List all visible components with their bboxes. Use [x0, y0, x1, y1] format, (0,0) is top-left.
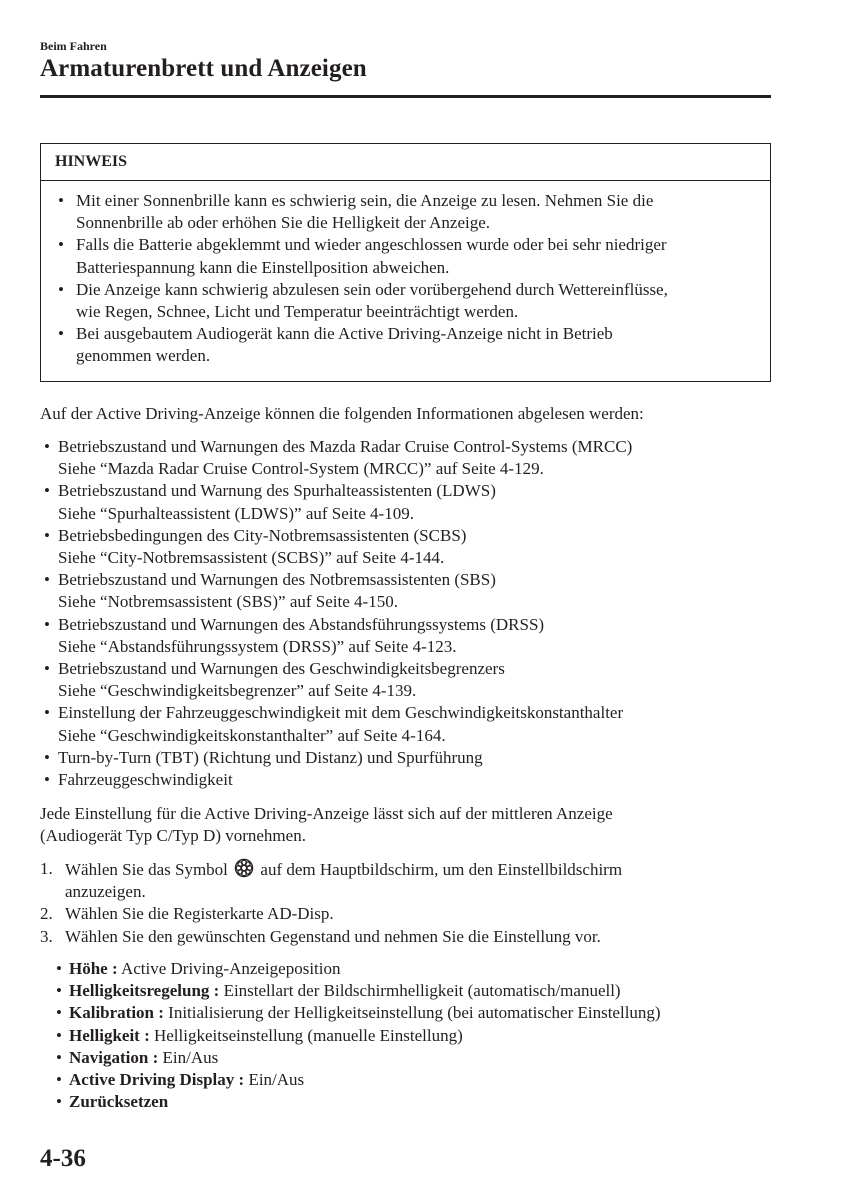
setting-description: Active Driving-Anzeigeposition [120, 959, 341, 978]
setting-label: Zurücksetzen [69, 1092, 169, 1112]
page-title: Armaturenbrett und Anzeigen [40, 55, 367, 82]
bullet: • [56, 981, 62, 1001]
setting-item [56, 1091, 661, 1113]
setting-label: Höhe : [69, 959, 118, 978]
step-number: 1. [40, 859, 53, 878]
bullet: • [44, 481, 50, 501]
bullet: • [44, 614, 50, 634]
note-item [41, 234, 770, 278]
note-box [40, 143, 771, 382]
bullet: • [58, 279, 64, 299]
info-item [40, 702, 632, 746]
paragraph-line: Jede Einstellung für die Active Driving-Anzeige lässt sich auf der mittleren Anzeige [40, 804, 613, 823]
page-number: 4-36 [40, 1145, 86, 1172]
info-line: Einstellung der Fahrzeuggeschwindigkeit mit dem Geschwindigkeitskonstanthalter [58, 703, 624, 723]
bullet: • [56, 1003, 62, 1023]
setting-description: Einstellart der Bildschirmhelligkeit (automatisch/manuell) [223, 981, 621, 1001]
setting-description: Helligkeitseinstellung (manuelle Einstellung) [153, 1025, 463, 1045]
setting-item [56, 1025, 661, 1047]
step-item [40, 858, 622, 903]
info-line: Betriebszustand und Warnung des Spurhalteassistenten (LDWS) [58, 481, 496, 501]
step-number: 3. [40, 926, 53, 946]
note-line: wie Regen, Schnee, Licht und Temperatur beeinträchtigt werden. [76, 302, 519, 322]
bullet: • [44, 659, 50, 679]
bullet: • [58, 324, 64, 344]
info-line: Betriebszustand und Warnungen des Notbremsassistenten (SBS) [58, 570, 496, 590]
bullet: • [56, 959, 62, 978]
setting-description: Ein/Aus [248, 1070, 305, 1090]
note-line: genommen werden. [76, 346, 211, 366]
settings-paragraph [40, 803, 613, 847]
page-reference: Siehe “City-Notbremsassistent (SCBS)” auf Seite 4-144. [58, 548, 445, 568]
page-reference: Siehe “Mazda Radar Cruise Control-System (MRCC)” auf Seite 4-129. [58, 459, 544, 479]
note-line: Bei ausgebautem Audiogerät kann die Active Driving-Anzeige nicht in Betrieb [76, 324, 613, 344]
note-line: Mit einer Sonnenbrille kann es schwierig sein, die Anzeige zu lesen. Nehmen Sie die [76, 191, 654, 210]
note-item [41, 190, 770, 234]
setting-label: Helligkeit : [69, 1025, 150, 1045]
note-list [41, 190, 770, 368]
info-item [40, 658, 632, 702]
step-text: Wählen Sie das Symbol [65, 860, 228, 879]
bullet: • [44, 770, 50, 790]
info-item [40, 480, 632, 524]
bullet: • [56, 1092, 62, 1112]
step-item [40, 926, 622, 948]
setting-description: Initialisierung der Helligkeitseinstellung (bei automatischer Einstellung) [168, 1003, 661, 1023]
bullet: • [44, 703, 50, 723]
bullet: • [56, 1025, 62, 1045]
gear-icon [234, 858, 254, 878]
step-item [40, 903, 622, 925]
step-number: 2. [40, 904, 53, 924]
note-line: Die Anzeige kann schwierig abzulesen sein oder vorübergehend durch Wettereinflüsse, [76, 279, 668, 299]
info-item [40, 525, 632, 569]
setting-item [56, 958, 661, 980]
page-reference: Siehe “Geschwindigkeitsbegrenzer” auf Seite 4-139. [58, 681, 417, 701]
note-item [41, 279, 770, 323]
bullet: • [56, 1070, 62, 1090]
step-text: Wählen Sie den gewünschten Gegenstand und nehmen Sie die Einstellung vor. [65, 926, 601, 946]
steps-list [40, 858, 622, 948]
info-line: Betriebsbedingungen des City-Notbremsassistenten (SCBS) [58, 525, 467, 545]
setting-label: Active Driving Display : [69, 1070, 245, 1090]
setting-item [56, 1047, 661, 1069]
info-line: Betriebszustand und Warnungen des Mazda Radar Cruise Control-Systems (MRCC) [58, 437, 633, 456]
paragraph-line: (Audiogerät Typ C/Typ D) vornehmen. [40, 826, 306, 846]
page-reference: Siehe “Abstandsführungssystem (DRSS)” auf Seite 4-123. [58, 636, 457, 656]
note-line: Batteriespannung kann die Einstellposition abweichen. [76, 257, 450, 277]
title-divider [40, 95, 771, 98]
intro-text: Auf der Active Driving-Anzeige können die folgenden Informationen abgelesen werden: [40, 404, 644, 423]
bullet: • [58, 235, 64, 255]
info-item [40, 569, 632, 613]
page-reference: Siehe “Geschwindigkeitskonstanthalter” auf Seite 4-164. [58, 725, 446, 745]
note-item [41, 323, 770, 367]
bullet: • [44, 437, 50, 456]
page-reference: Siehe “Notbremsassistent (SBS)” auf Seite 4-150. [58, 592, 398, 612]
note-line: Falls die Batterie abgeklemmt und wieder angeschlossen wurde oder bei sehr niedriger [76, 235, 667, 255]
info-line: Betriebszustand und Warnungen des Geschwindigkeitsbegrenzers [58, 659, 505, 679]
note-line: Sonnenbrille ab oder erhöhen Sie die Helligkeit der Anzeige. [76, 213, 491, 233]
info-item [40, 436, 632, 480]
info-item [40, 769, 632, 791]
setting-item [56, 1069, 661, 1091]
step-text: Wählen Sie die Registerkarte AD-Disp. [65, 904, 334, 924]
section-label: Beim Fahren [40, 39, 107, 53]
note-heading: HINWEIS [41, 144, 770, 181]
settings-list [56, 958, 661, 1113]
bullet: • [44, 747, 50, 767]
info-item [40, 747, 632, 769]
setting-label: Kalibration : [69, 1003, 164, 1023]
bullet: • [44, 525, 50, 545]
info-line: Turn-by-Turn (TBT) (Richtung und Distanz) und Spurführung [58, 747, 483, 767]
page-reference: Siehe “Spurhalteassistent (LDWS)” auf Seite 4-109. [58, 503, 414, 523]
setting-label: Navigation : [69, 1047, 159, 1067]
step-text: anzuzeigen. [65, 882, 146, 902]
info-list [40, 436, 632, 791]
setting-item [56, 1002, 661, 1024]
info-item [40, 614, 632, 658]
bullet: • [58, 191, 64, 210]
info-line: Fahrzeuggeschwindigkeit [58, 770, 233, 790]
setting-label: Helligkeitsregelung : [69, 981, 220, 1001]
step-text: auf dem Hauptbildschirm, um den Einstellbildschirm [260, 860, 623, 879]
bullet: • [44, 570, 50, 590]
bullet: • [56, 1047, 62, 1067]
setting-item [56, 980, 661, 1002]
setting-description: Ein/Aus [162, 1047, 219, 1067]
info-line: Betriebszustand und Warnungen des Abstandsführungssystems (DRSS) [58, 614, 545, 634]
